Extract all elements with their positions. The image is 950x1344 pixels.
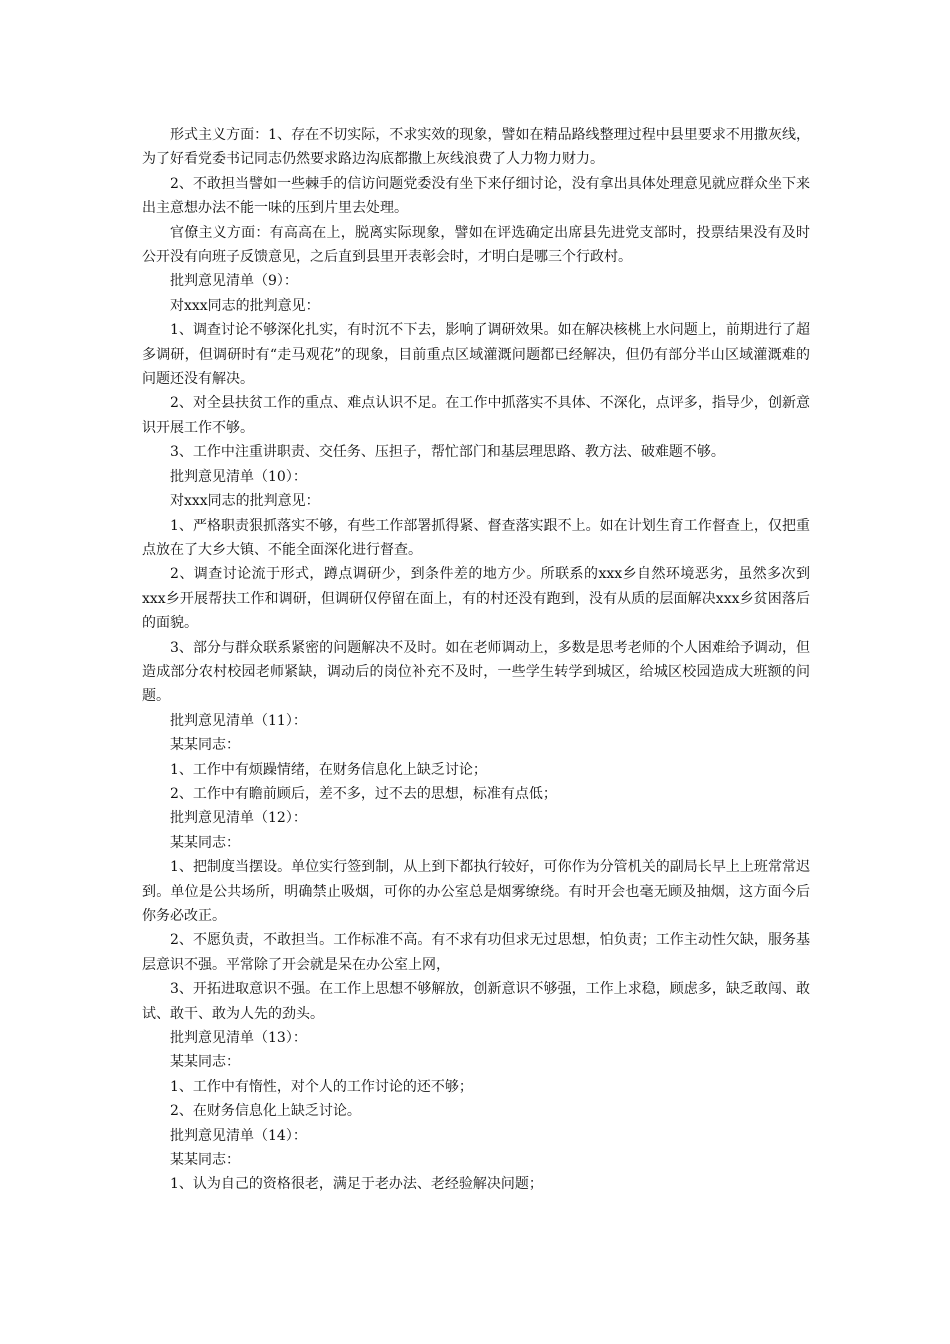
paragraph: 2、调查讨论流于形式，蹲点调研少，到条件差的地方少。所联系的xxx乡自然环境恶劣，虽然多次到xxx乡开展帮扶工作和调研，但调研仅停留在面上，有的村还没有跑到，没有从质的层面解决xxx乡贫困落后的面貌。 [142,566,810,632]
paragraph: 某某同志： [170,834,240,851]
paragraph: 1、严格职责狠抓落实不够，有些工作部署抓得紧、督查落实跟不上。如在计划生育工作督查上，仅把重点放在了大乡大镇、不能全面深化进行督查。 [142,517,810,558]
section-heading: 批判意见清单（12）： [170,810,307,827]
paragraph: 1、把制度当摆设。单位实行签到制，从上到下都执行较好，可你作为分管机关的副局长早上上班常常迟到。单位是公共场所，明确禁止吸烟，可你的办公室总是烟雾缭绕。有时开会也毫无顾及抽烟，这方面今后你务必改正。 [142,859,810,924]
paragraph: 1、工作中有烦躁情绪，在财务信息化上缺乏讨论； [170,761,487,778]
section-heading: 批判意见清单（13）： [170,1030,307,1047]
paragraph: 对xxx同志的批判意见： [170,297,320,314]
paragraph: 2、不敢担当譬如一些棘手的信访问题党委没有坐下来仔细讨论，没有拿出具体处理意见就应群众坐下来出主意想办法不能一味的压到片里去处理。 [142,175,810,217]
paragraph: 1、认为自己的资格很老，满足于老办法、老经验解决问题； [170,1176,543,1193]
paragraph: 某某同志： [170,1054,240,1071]
paragraph: 2、在财务信息化上缺乏讨论。 [170,1103,361,1120]
paragraph: 官僚主义方面：有高高在上，脱离实际现象，譬如在评选确定出席县先进党支部时，投票结果没有及时公开没有向班子反馈意见，之后直到县里开表彰会时，才明白是哪三个行政村。 [142,224,810,266]
paragraph: 2、不愿负责，不敢担当。工作标准不高。有不求有功但求无过思想，怕负责；工作主动性欠缺，服务基层意识不强。平常除了开会就是呆在办公室上网， [142,932,810,973]
section-heading: 批判意见清单（11）： [170,712,307,729]
paragraph: 1、工作中有惰性，对个人的工作讨论的还不够； [170,1078,473,1095]
paragraph: 3、开拓进取意识不强。在工作上思想不够解放，创新意识不够强，工作上求稳，顾虑多，缺乏敢闯、敢试、敢干、敢为人先的劲头。 [142,981,810,1022]
paragraph: 2、工作中有瞻前顾后，差不多，过不去的思想，标准有点低； [170,785,557,802]
paragraph: 对xxx同志的批判意见： [170,493,320,510]
paragraph: 形式主义方面：1、存在不切实际，不求实效的现象，譬如在精品路线整理过程中县里要求不用撒灰线，为了好看党委书记同志仍然要求路边沟底都撒上灰线浪费了人力物力财力。 [142,127,810,168]
paragraph: 某某同志： [170,737,240,754]
section-heading: 批判意见清单（14）： [170,1127,307,1144]
section-heading: 批判意见清单（10）： [170,468,307,485]
paragraph: 某某同志： [170,1152,240,1169]
section-heading: 批判意见清单（9）： [170,273,298,290]
paragraph: 3、部分与群众联系紧密的问题解决不及时。如在老师调动上，多数是思考老师的个人困难给予调动，但造成部分农村校园老师紧缺，调动后的岗位补充不及时，一些学生转学到城区，给城区校园造成大班额的问题。 [142,639,810,705]
document-body [142,123,810,1197]
paragraph: 2、对全县扶贫工作的重点、难点认识不足。在工作中抓落实不具体、不深化，点评多，指导少，创新意识开展工作不够。 [142,395,810,436]
paragraph: 1、调查讨论不够深化扎实，有时沉不下去，影响了调研效果。如在解决核桃上水问题上，前期进行了超多调研，但调研时有“走马观花”的现象，目前重点区域灌溉问题都已经解决，但仍有部分半山区域灌溉难的问题还没有解决。 [142,322,810,388]
paragraph: 3、工作中注重讲职责、交任务、压担子，帮忙部门和基层理思路、教方法、破难题不够。 [170,444,725,461]
